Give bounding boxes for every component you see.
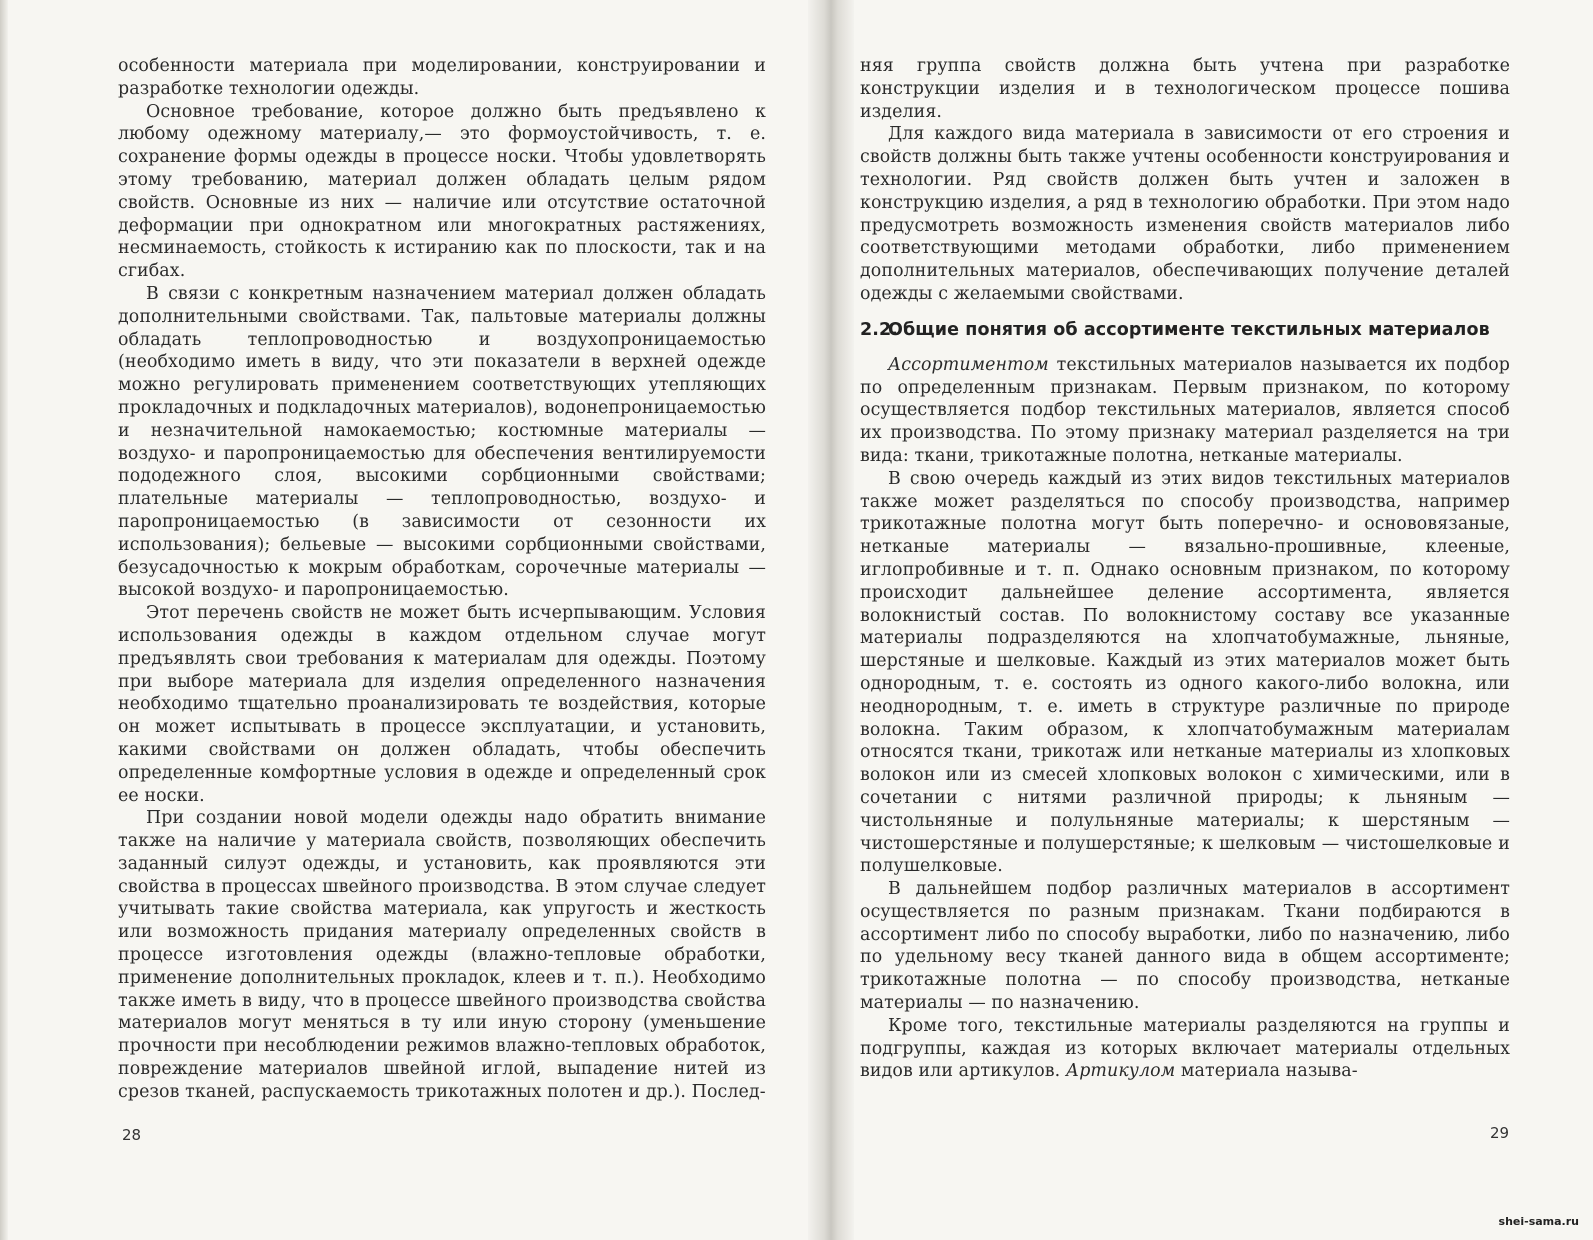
page-number: 29 [1490, 1124, 1510, 1142]
paragraph-text: текстильных материалов называется их подбор по определенным признакам. Первым признаком, по которому осуществляется подбор текстильных материалов, является способ их производства. По этому признаку материал разделяется на три вида: ткани, трикотажные полотна, нетканые материалы. [860, 354, 1510, 466]
left-page-text [118, 55, 766, 1104]
paragraph: В связи с конкретным назначением материал должен обладать дополнительными свойствами. Так, пальтовые материалы должны обладать теплопроводностью и воздухопроницаемостью (необходимо иметь в виду, что эти показатели в верхней одежде можно регулировать применением соответствующих утепляющих прокладочных и подкладочных материалов), водонепроницаемостью и незначительной намокаемостью; костюмные материалы — воздухо- и паропроницаемостью для обеспечения вентилируемости пододежного слоя, высокими сорбционными свойствами; плательные материалы — теплопроводностью, воздухо- и паропроницаемостью (в зависимости от сезонности их использования); бельевые — высокими сорбционными свойствами, безусадочностью к мокрым обработкам, сорочечные материалы — высокой воздухо- и паропроницаемостью. [118, 283, 766, 601]
paragraph-text: материала называ- [1175, 1061, 1358, 1082]
paragraph: Для каждого вида материала в зависимости от его строения и свойств должны быть также учтены особенности конструирования и технологии. Ряд свойств должен быть учтен и заложен в конструкцию изделия, а ряд в технологию обработки. При этом надо предусмотреть возможность изменения свойств материалов либо соответствующими методами обработки, либо применением дополнительных материалов, обеспечивающих получение деталей одежды с желаемыми свойствами. [860, 124, 1510, 304]
italic-term: Ассортиментом [888, 354, 1049, 375]
section-number: 2.2. [860, 319, 899, 340]
paragraph-text: Кроме того, текстильные материалы разделяются на группы и подгруппы, каждая из которых включает материалы отдельных видов или артикулов. [860, 1015, 1510, 1082]
paragraph: При создании новой модели одежды надо обратить внимание также на наличие у материала свойств, позволяющих обеспечить заданный силуэт одежды, и установить, как проявляются эти свойства в процессах швейного производства. В этом случае следует учитывать такие свойства материала, как упругость и жесткость или возможность придания материалу определенных свойств в процессе изготовления одежды (влажно-тепловые обработки, применение дополнительных прокладок, клеев и т. п.). Необходимо также иметь в виду, что в процессе швейного производства свойства материалов могут меняться в ту или иную сторону (уменьшение прочности при несоблюдении режимов влажно-тепловых обработок, повреждение материалов швейной иглой, выпадение нитей из срезов тканей, распускаемость трикотажных полотен и др.). Послед- [118, 808, 766, 1102]
paragraph: Основное требование, которое должно быть предъявлено к любому одежному материалу,— это формоустойчивость, т. е. сохранение формы одежды в процессе носки. Чтобы удовлетворять этому требованию, материал должен обладать целым рядом свойств. Основные из них — наличие или отсутствие остаточной деформации при однократном или многократных растяжениях, несминаемость, стойкость к истиранию как по плоскости, так и на сгибах. [118, 101, 766, 282]
paragraph: особенности материала при моделировании, конструировании и разработке технологии одежды. [118, 56, 766, 99]
paragraph [860, 1015, 1510, 1083]
page-number: 28 [122, 1126, 142, 1144]
section-heading [860, 319, 1510, 341]
paragraph: В дальнейшем подбор различных материалов в ассортимент осуществляется по разным признакам. Ткани подбираются в ассортимент либо по способу выработки, либо по назначению, либо по удельному весу тканей данного вида в общем ассортименте; трикотажные полотна — по способу производства, нетканые материалы — по назначению. [860, 879, 1510, 1014]
paragraph: В свою очередь каждый из этих видов текстильных материалов также может разделяться по способу производства, например трикотажные полотна могут быть поперечно- и основовязаные, нетканые материалы — вязально-прошивные, клееные, иглопробивные и т. п. Однако основным признаком, по которому происходит дальнейшее деление ассортимента, является волокнистый состав. По волокнистому составу все указанные материалы подразделяются на хлопчатобумажные, льняные, шерстяные и шелковые. Каждый из этих материалов может быть однородным, т. е. состоять из одного какого-либо волокна, или неоднородным, т. е. иметь в структуре различные по природе волокна. Таким образом, к хлопчатобумажным материалам относятся ткани, трикотаж или нетканые материалы из хлопковых волокон или из смесей хлопковых волокон с химическими, или в сочетании с нитями различной природы; к льняным — чистольняные и полульняные материалы; к шерстяным — чистошерстяные и полушерстяные; к шелковым — чистошелковые и полушелковые. [860, 468, 1510, 877]
right-page-text [860, 55, 1510, 1083]
right-page [854, 0, 1593, 1240]
paragraph: Этот перечень свойств не может быть исчерпывающим. Условия использования одежды в каждом отдельном случае могут предъявлять свои требования к материалам для одежды. Поэтому при выборе материала для изделия определенного назначения необходимо тщательно проанализировать те воздействия, которые он может испытывать в процессе эксплуатации, и установить, какими свойствами он должен обладать, чтобы обеспечить определенные комфортные условия в одежде и определенный срок ее носки. [118, 603, 766, 806]
book-gutter [808, 0, 854, 1240]
section-title: Общие понятия об ассортименте текстильных материалов [888, 319, 1490, 340]
italic-term: Артикулом [1065, 1061, 1176, 1082]
paragraph: няя группа свойств должна быть учтена при разработке конструкции изделия и в технологическом процессе пошива изделия. [860, 56, 1510, 122]
watermark: shei-sama.ru [1498, 1215, 1579, 1228]
paragraph [860, 354, 1510, 468]
